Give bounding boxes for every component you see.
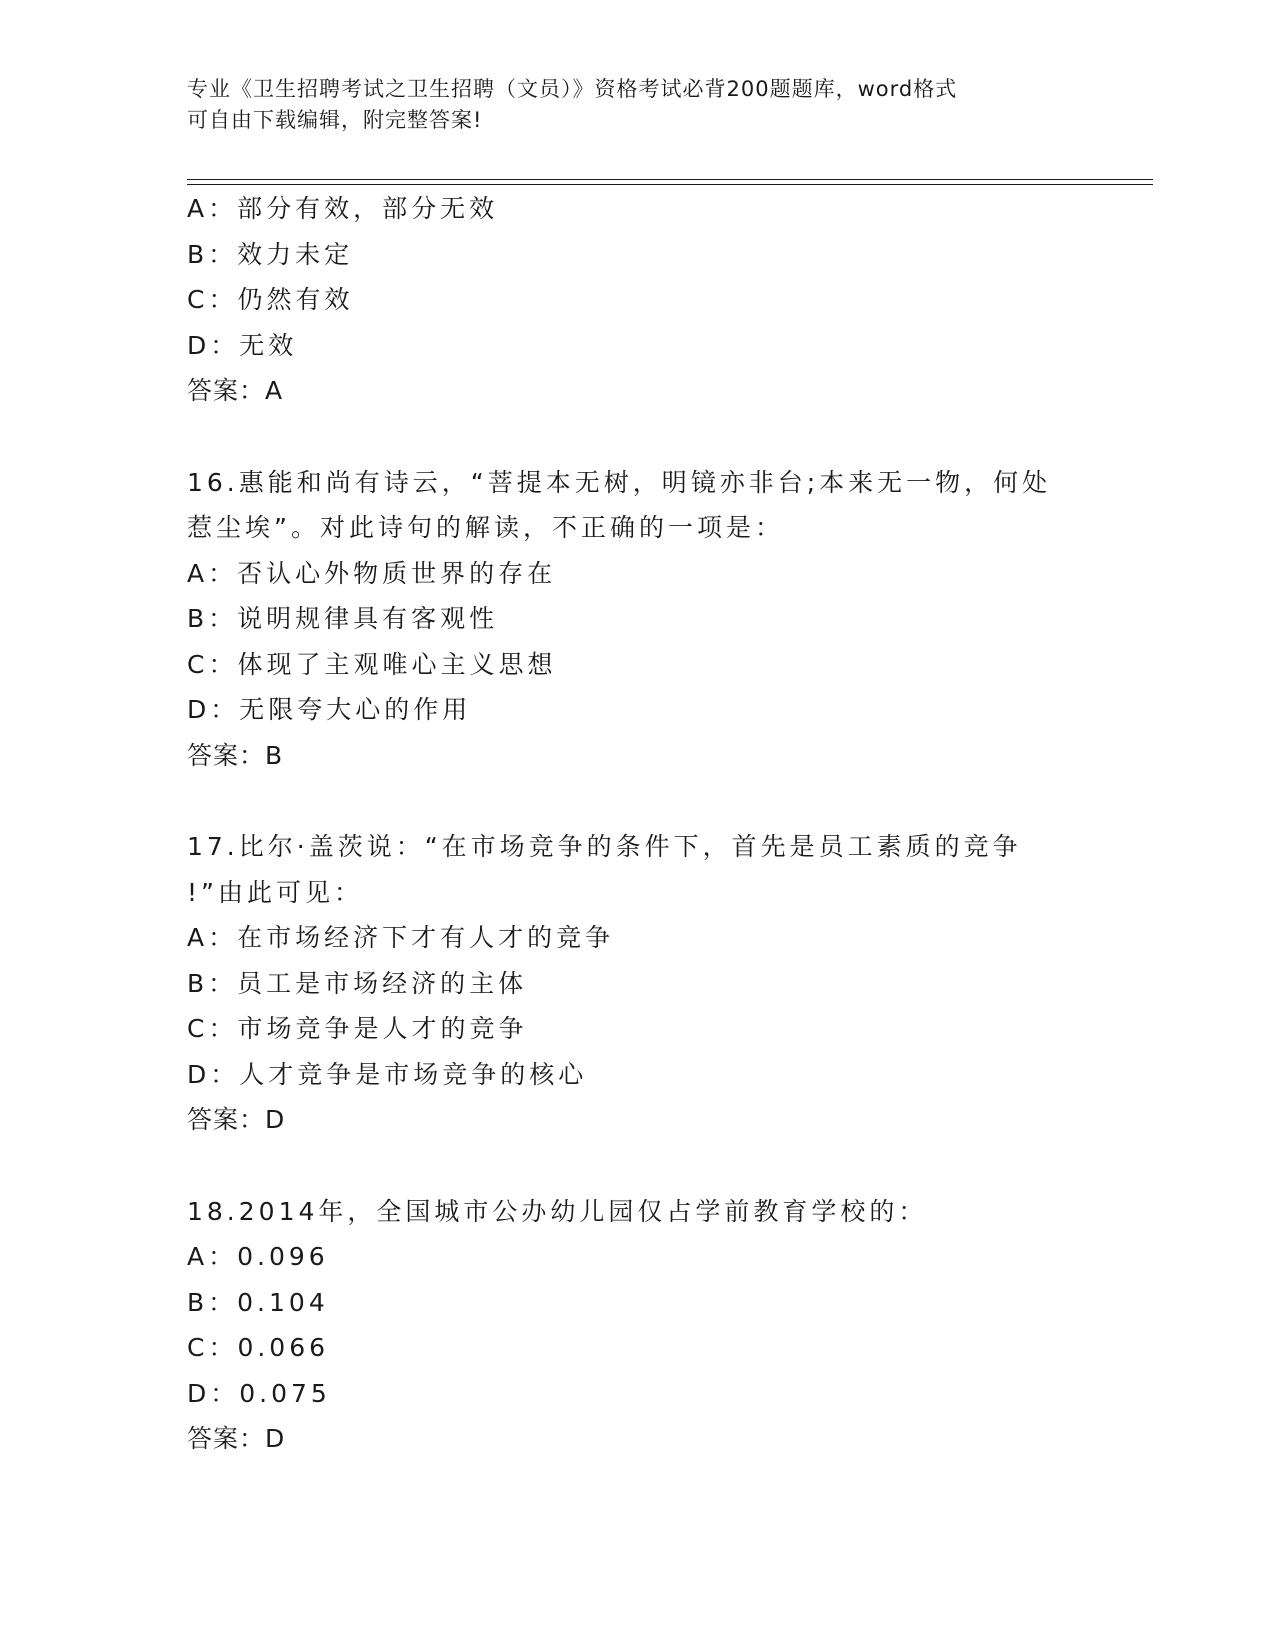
option-b: B：员工是市场经济的主体 [187,968,528,998]
option-a: A：在市场经济下才有人才的竞争 [187,923,615,952]
option-a: A：部分有效，部分无效 [187,194,499,223]
option-d: D：无限夸大心的作用 [187,695,472,724]
option-d: D：无效 [187,330,298,360]
option-d: D：0.075 [187,1378,331,1408]
option-c: C：市场竞争是人才的竞争 [187,1014,528,1043]
question-stem-line: 惹尘埃”。对此诗句的解读，不正确的一项是： [187,513,784,542]
question-stem-line: 18.2014年，全国城市公办幼儿园仅占学前教育学校的： [187,1196,928,1226]
question-stem-line: 16.惠能和尚有诗云，“菩提本无树，明镜亦非台;本来无一物，何处 [187,467,1052,497]
option-b: B：0.104 [187,1287,329,1317]
option-d: D：人才竞争是市场竞争的核心 [187,1059,588,1089]
question-16 [187,460,1087,779]
option-a: A：0.096 [187,1242,329,1271]
question-list [187,186,1087,1462]
spacer [187,414,1087,460]
answer-line: 答案：D [187,1105,286,1134]
option-a: A：否认心外物质世界的存在 [187,558,557,588]
question-stem-line: !”由此可见： [187,877,363,907]
answer-line: 答案：B [187,740,284,770]
answer-line: 答案：A [187,376,284,405]
option-b: B：效力未定 [187,239,354,269]
header-divider-top [187,179,1153,180]
header-title-line-2: 可自由下载编辑，附完整答案! [187,108,483,132]
option-c: C：0.066 [187,1333,330,1362]
spacer [187,1143,1087,1189]
question-17 [187,824,1087,1143]
document-header [187,74,1087,136]
question-18 [187,1189,1087,1462]
question-15-continued [187,186,1087,414]
option-c: C：仍然有效 [187,285,354,314]
question-stem-line: 17.比尔·盖茨说：“在市场竞争的条件下，首先是员工素质的竞争 [187,832,1022,861]
option-c: C：体现了主观唯心主义思想 [187,649,557,679]
header-divider-bottom [187,184,1153,185]
header-title-line-1: 专业《卫生招聘考试之卫生招聘（文员）》资格考试必背200题题库，word格式 [187,77,958,101]
option-b: B：说明规律具有客观性 [187,604,499,633]
answer-line: 答案：D [187,1424,286,1453]
spacer [187,778,1087,824]
